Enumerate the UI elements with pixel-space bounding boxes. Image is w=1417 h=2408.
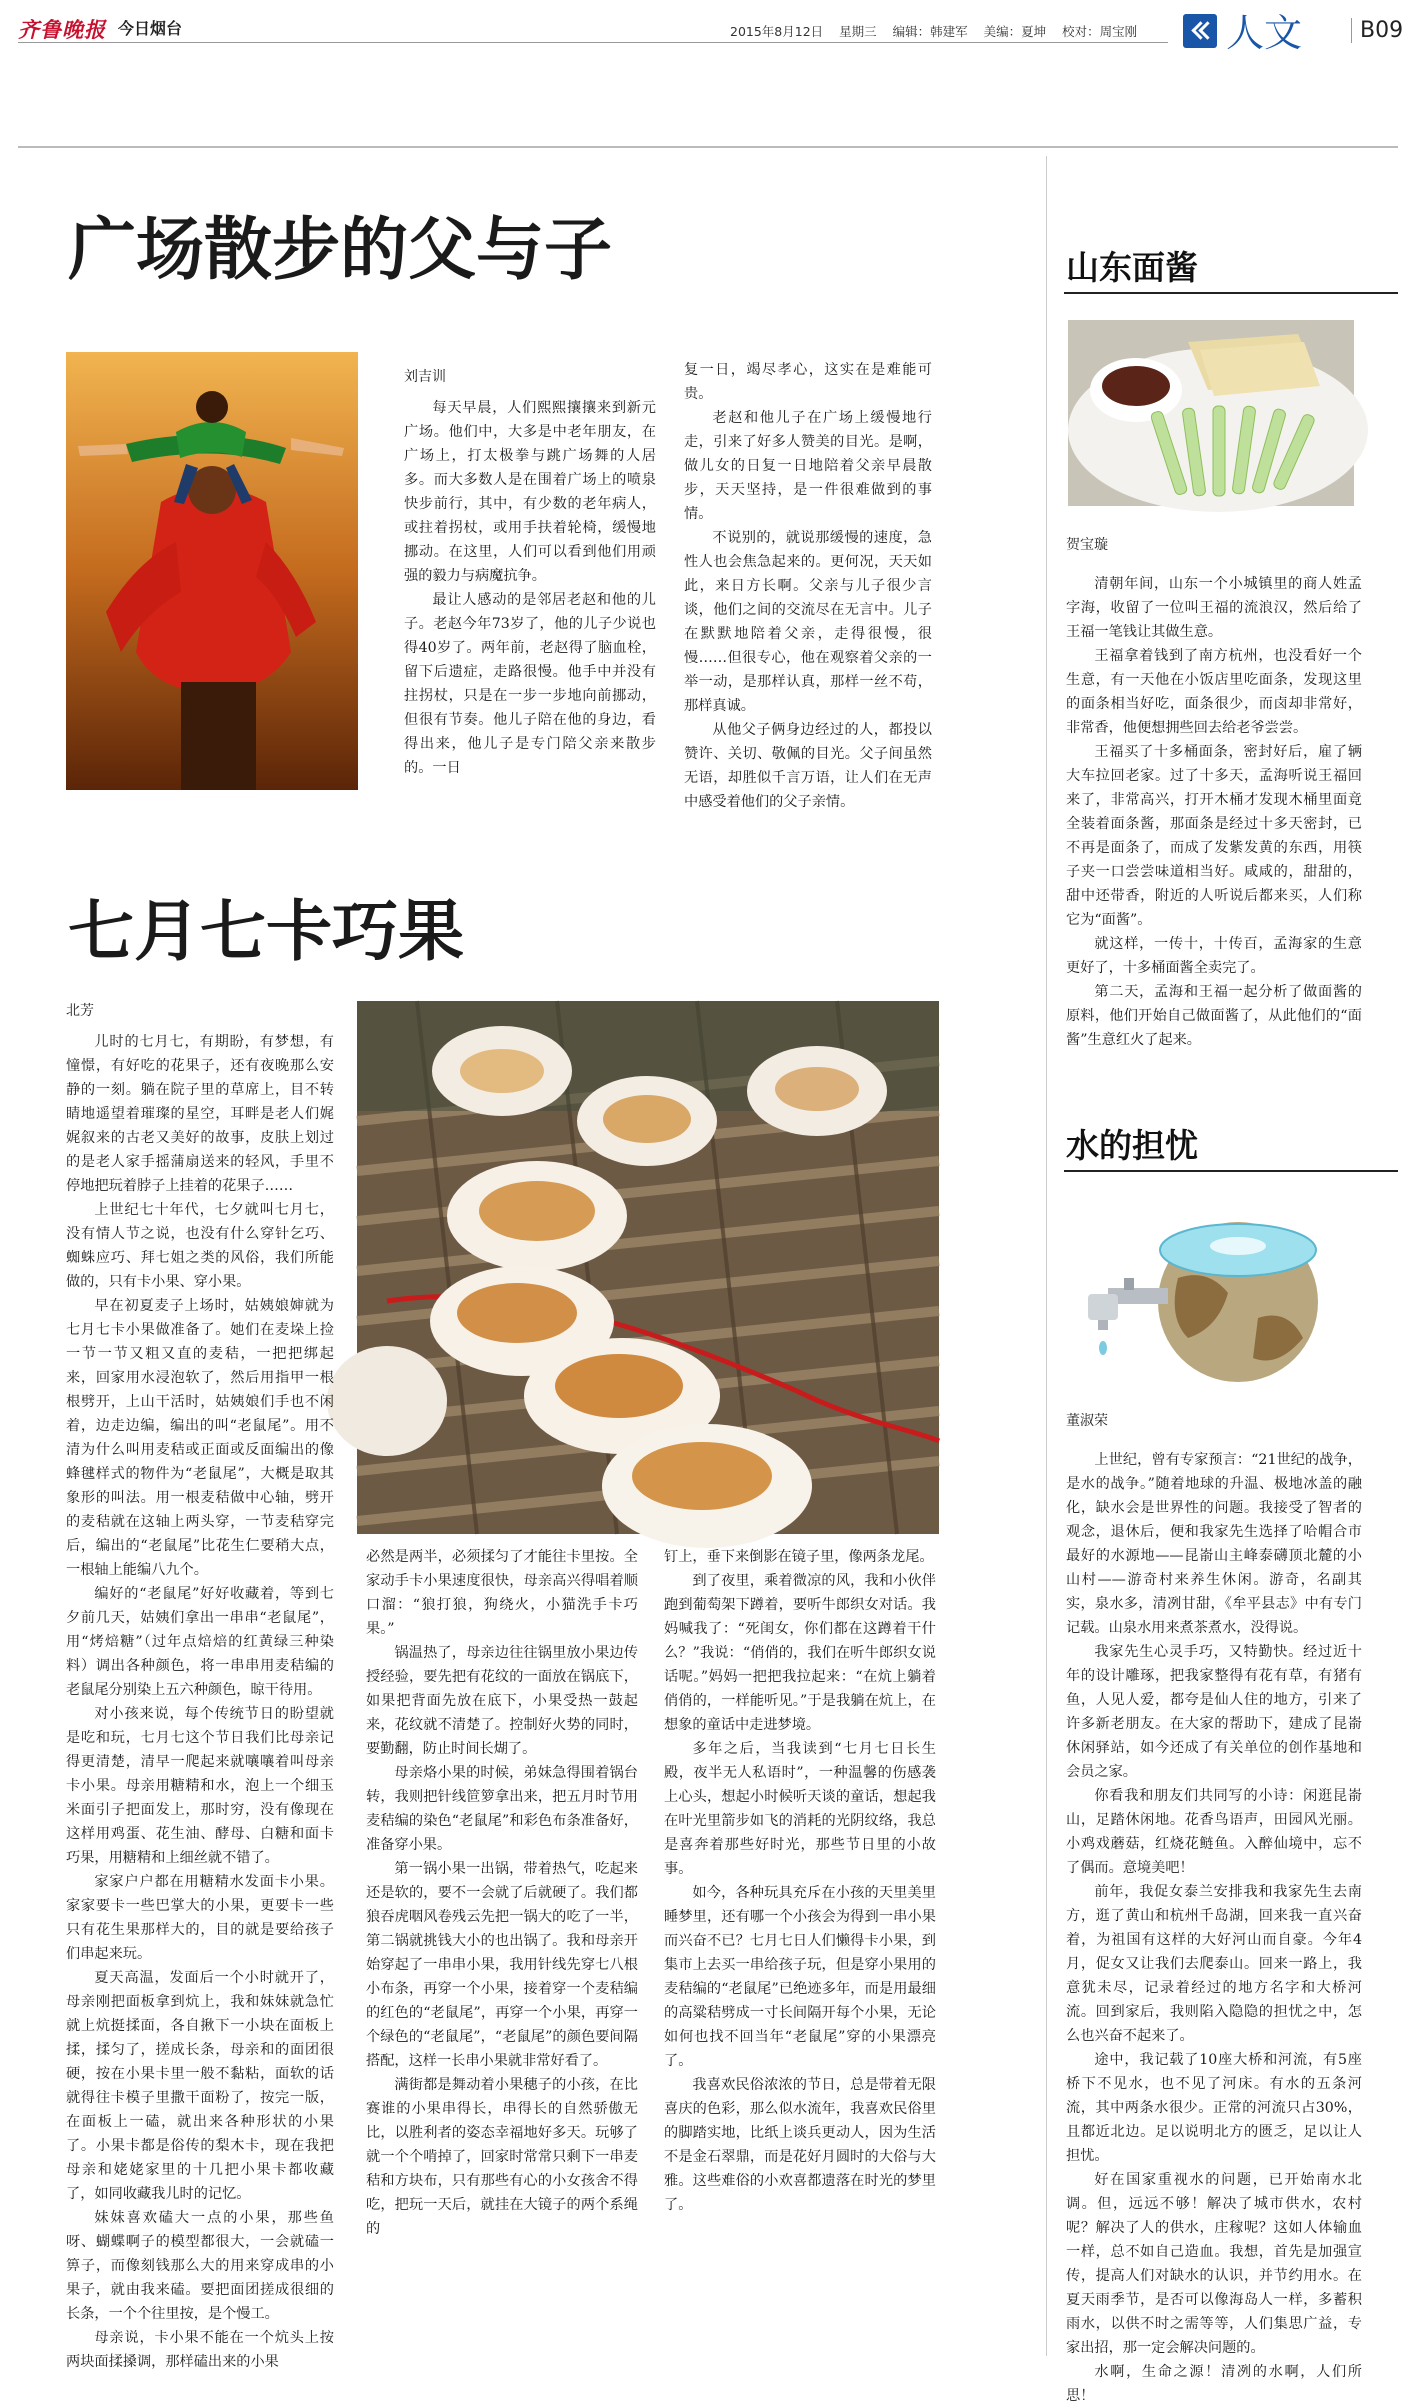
masthead-info <box>730 22 1149 40</box>
issue-date: 2015年8月12日 <box>730 24 824 39</box>
sidebar1-title-rule <box>1064 292 1398 294</box>
paragraph: 夏天高温，发面后一个小时就开了，母亲刚把面板拿到炕上，我和妹妹就急忙就上炕挺揉面，各自揪下一小块在面板上揉，揉匀了，搓成长条，母亲和的面团很硬，按在小果卡里一般不黏粘，面软的话就得往卡模子里撒干面粉了，按完一版，在面板上一磕，就出来各种形状的小果了。小果卡都是俗传的梨木卡，现在我把母亲和姥姥家里的十几把小果卡都收藏了，如同收藏我儿时的记忆。 <box>66 1970 334 2202</box>
paragraph: 就这样，一传十，十传百，孟海家的生意更好了，十多桶面酱全卖完了。 <box>1066 936 1362 976</box>
paragraph: 早在初夏麦子上场时，姑姨娘婶就为七月七卡小果做准备了。她们在麦垛上捡一节一节又粗又直的麦秸，一把把绑起来，回家用水浸泡软了，然后用指甲一根根劈开，上山干活时，姑姨娘们手也不闲着，边走边编，编出的叫“老鼠尾”。用不清为什么叫用麦秸或正面或反面编出的像蜂毽样式的物件为“老鼠尾”，大概是取其象形的叫法。用一根麦秸做中心轴，劈开的麦秸就在这轴上两头穿，一节麦秸穿完后，编出的“老鼠尾”比花生仁要稍大点，一根轴上能编八九个。 <box>66 1298 334 1578</box>
paragraph: 满街都是舞动着小果穗子的小孩，在比赛谁的小果串得长，串得长的自然骄傲无比，以胜利者的姿态幸福地好多天。玩够了就一个个啃掉了，回家时常常只剩下一串麦秸和方块布，只有那些有心的小女孩舍不得吃，把玩一天后，就挂在大镜子的两个系绳的 <box>366 2077 638 2237</box>
paragraph: 每天早晨，人们熙熙攘攘来到新元广场。他们中，大多是中老年朋友，在广场上，打太极拳与跳广场舞的人居多。而大多数人是在围着广场上的喷泉快步前行，其中，有少数的老年病人，或拄着拐杖，或用手扶着轮椅，缓慢地挪动。在这里，人们可以看到他们用顽强的毅力与病魔抗争。 <box>404 400 656 584</box>
paragraph: 王福买了十多桶面条，密封好后，雇了辆大车拉回老家。过了十多天，孟海听说王福回来了，非常高兴，打开木桶才发现木桶里面竟全装着面条酱，那面条是经过十多天密封，已不再是面条了，而成了发紫发黄的东西，用筷子夹一口尝尝味道相当好。咸咸的，甜甜的，甜中还带香，附近的人听说后都来买，人们称它为“面酱”。 <box>1066 744 1362 928</box>
paragraph: 我家先生心灵手巧，又特勤快。经过近十年的设计雕琢，把我家整得有花有草，有猪有鱼，人见人爱，都夸是仙人住的地方，引来了许多新老朋友。在大家的帮助下，建成了昆嵛休闲驿站，如今还成了有关单位的创作基地和会员之家。 <box>1066 1644 1362 1780</box>
editor-credit: 编辑：韩建军 <box>892 24 968 39</box>
paragraph: 编好的“老鼠尾”好好收藏着，等到七夕前几天，姑姨们拿出一串串“老鼠尾”，用“烤焙糖”（过年点焙焙的红黄绿三种染料）调出各种颜色，将一串串用麦秸编的老鼠尾分别染上五六种颜色，晾干待用。 <box>66 1586 334 1698</box>
chevron-left-icon <box>1183 14 1217 48</box>
paragraph: 第一锅小果一出锅，带着热气，吃起来还是软的，要不一会就了后就硬了。我们都狼吞虎咽风卷残云先把一锅大的吃了一半，第二锅就挑钱大小的也出锅了。我和母亲开始穿起了一串串小果，我用针线先穿七八根小布条，再穿一个小果，接着穿一个麦秸编的红色的“老鼠尾”，再穿一个小果，再穿一个绿色的“老鼠尾”，“老鼠尾”的颜色要间隔搭配，这样一长串小果就非常好看了。 <box>366 1861 638 2069</box>
paragraph: 好在国家重视水的问题，已开始南水北调。但，远远不够！解决了城市供水，农村呢？解决了人的供水，庄稼呢？这如人体输血一样，总不如自己造血。我想，首先是加强宣传，提高人们对缺水的认识，并节约用水。在夏天雨季节，是否可以像海岛人一样，多蓄积雨水，以供不时之需等等，人们集思广益，专家出招，那一定会解决问题的。 <box>1066 2172 1362 2356</box>
article2-title: 七月七卡巧果 <box>68 893 464 970</box>
sidebar2-body <box>1066 1448 1362 2404</box>
sidebar2-title: 水的担忧 <box>1066 1126 1198 1165</box>
article2-column-3 <box>664 1545 936 2365</box>
noodle-sauce-photo <box>1068 320 1354 506</box>
paragraph: 最让人感动的是邻居老赵和他的儿子。老赵今年73岁了，他的儿子少说也得40岁了。两年前，老赵得了脑血栓，留下后遗症，走路很慢。他手中并没有拄拐杖，只是在一步一步地向前挪动，但很有节奏。他儿子陪在他的身边，看得出来，他儿子是专门陪父亲来散步的。一日 <box>404 592 656 776</box>
paragraph: 王福拿着钱到了南方杭州，也没看好一个生意，有一天他在小饭店里吃面条，发现这里的面条相当好吃，面条很少，而卤却非常好，非常香，他便想拥些回去给老爷尝尝。 <box>1066 648 1362 736</box>
paragraph: 从他父子俩身边经过的人，都投以赞许、关切、敬佩的目光。父子间虽然无语，却胜似千言万语，让人们在无声中感受着他们的父子亲情。 <box>684 722 932 810</box>
section-name: 今日烟台 <box>118 19 183 38</box>
paragraph: 钉上，垂下来倒影在镜子里，像两条龙尾。 <box>664 1549 934 1565</box>
proofreader-credit: 校对：周宝刚 <box>1062 24 1138 39</box>
paragraph: 儿时的七月七，有期盼，有梦想，有憧憬，有好吃的花果子，还有夜晚那么安静的一刻。躺在院子里的草席上，目不转睛地遥望着璀璨的星空，耳畔是老人们娓娓叙来的古老又美好的故事，皮肤上划过的是老人家手摇蒲扇送来的轻风，手里不停地把玩着脖子上挂着的花果子…… <box>66 1034 334 1194</box>
top-divider <box>18 146 1398 148</box>
paragraph: 老赵和他儿子在广场上缓慢地行走，引来了好多人赞美的目光。是啊，做儿女的日复一日地陪着父亲早晨散步，天天坚持，是一件很难做到的事情。 <box>684 410 932 522</box>
paragraph: 复一日，竭尽孝心，这实在是难能可贵。 <box>684 362 932 402</box>
sidebar2-author: 董淑荣 <box>1066 1413 1108 1429</box>
sidebar-divider <box>1046 156 1047 2356</box>
paragraph: 多年之后，当我读到“七月七日长生殿，夜半无人私语时”，一种温馨的伤感袭上心头，想起小时候听天谈的童话，想起我在叶光里箭步如飞的消耗的光阴纹络，我总是喜奔着那些好时光，那些节日里的小故事。 <box>664 1741 936 1877</box>
paragraph: 第二天，孟海和王福一起分析了做面酱的原料，他们开始自己做面酱了，从此他们的“面酱”生意红火了起来。 <box>1066 984 1362 1048</box>
article1-column-1 <box>404 396 656 816</box>
article2-column-1 <box>66 1030 334 2370</box>
article1-title: 广场散步的父与子 <box>68 211 613 290</box>
sidebar1-body <box>1066 572 1362 1048</box>
paragraph: 我喜欢民俗浓浓的节日，总是带着无限喜庆的色彩，那么似水流年，我喜欢民俗里的脚踏实地，比纸上谈兵更动人，因为生活不是金石翠鼎，而是花好月圆时的大俗与大雅。这些难俗的小欢喜都遗落在时光的梦里了。 <box>664 2077 936 2213</box>
paragraph: 锅温热了，母亲边往往锅里放小果边传授经验，要先把有花纹的一面放在锅底下，如果把背面先放在底下，小果受热一鼓起来，花纹就不清楚了。控制好火势的同时，要勤翻，防止时间长煳了。 <box>366 1645 638 1757</box>
paragraph: 必然是两半，必须揉匀了才能往卡里按。全家动手卡小果速度很快，母亲高兴得唱着顺口溜：“狼打狼，狗绕火，小猫洗手卡巧果。” <box>366 1549 638 1637</box>
paragraph: 家家户户都在用糖精水发面卡小果。家家要卡一些巴掌大的小果，更要卡一些只有花生果那样大的，目的就是要给孩子们串起来玩。 <box>66 1874 334 1962</box>
channel-name: 人文 <box>1226 11 1303 55</box>
art-editor-credit: 美编：夏坤 <box>983 24 1047 39</box>
paragraph: 不说别的，就说那缓慢的速度，急性人也会焦急起来的。更何况，天天如此，来日方长啊。父亲与儿子很少言谈，他们之间的交流尽在无言中。儿子在默默地陪着父亲，走得很慢，很慢……但很专心，他在观察着父亲的一举一动，是那样认真，那样一丝不苟，那样真诚。 <box>684 530 932 714</box>
paragraph: 上世纪，曾有专家预言：“21世纪的战争，是水的战争。”随着地球的升温、极地冰盖的融化，缺水会是世界性的问题。我接受了智者的观念，退休后，便和我家先生选择了哈帽合市最好的水源地——昆嵛山主峰泰礴顶北麓的小山村——游奇村来养生休闲。游奇，名副其实，泉水多，清冽甘甜，《牟平县志》中有专门记载。山泉水用来煮茶煮水，没得说。 <box>1066 1452 1362 1636</box>
paragraph: 清朝年间，山东一个小城镇里的商人姓孟字海，收留了一位叫王福的流浪汉，然后给了王福一笔钱让其做生意。 <box>1066 576 1362 640</box>
paragraph: 如今，各种玩具充斥在小孩的天里美里睡梦里，还有哪一个小孩会为得到一串小果而兴奋不已？七月七日人们懒得卡小果，到集市上去买一串给孩子玩，但是穿小果用的麦秸编的“老鼠尾”已绝迹多年，而是用最细的高粱秸劈成一寸长间隔开每个小果，无论如何也找不回当年“老鼠尾”穿的小果漂亮了。 <box>664 1885 936 2069</box>
paragraph: 母亲烙小果的时候，弟妹急得围着锅台转，我则把针线笸箩拿出来，把五月时节用麦秸编的染色“老鼠尾”和彩色布条准备好，准备穿小果。 <box>366 1765 638 1853</box>
sidebar1-title: 山东面酱 <box>1066 248 1198 287</box>
qiaoguo-photo <box>357 1001 939 1534</box>
father-son-illustration <box>66 352 358 790</box>
paragraph: 前年，我促女泰兰安排我和我家先生去南方，逛了黄山和杭州千岛湖，回来我一直兴奋着，为祖国有这样的大好河山而自豪。今年4月，促女又让我们去爬泰山。回来一路上，我意犹未尽，记录着经过的地方名字和大桥河流。回到家后，我则陷入隐隐的担忧之中，怎么也兴奋不起来了。 <box>1066 1884 1362 2044</box>
page-number: B09 <box>1351 18 1403 43</box>
sidebar2-title-rule <box>1064 1170 1398 1172</box>
paragraph: 妹妹喜欢磕大一点的小果，那些鱼呀、蝴蝶啊子的模型都很大，一会就磕一箅子，而像刻钱那么大的用来穿成串的小果子，就由我来磕。要把面团搓成很细的长条，一个个往里按，是个慢工。 <box>66 2210 334 2322</box>
article1-column-2 <box>684 358 932 818</box>
water-globe-illustration <box>1068 1198 1352 1384</box>
header-rule <box>18 42 1168 43</box>
issue-weekday: 星期三 <box>839 24 877 39</box>
paragraph: 途中，我记载了10座大桥和河流，有5座桥下不见水，也不见了河床。有水的五条河流，其中两条水很少。正常的河流只占30%，且都近北边。足以说明北方的匮乏，足以让人担忧。 <box>1066 2052 1362 2164</box>
newspaper-logo: 齐鲁晚报 <box>18 17 106 42</box>
paragraph: 水啊，生命之源！清冽的水啊，人们所思！ <box>1066 2364 1362 2404</box>
paragraph: 上世纪七十年代，七夕就叫七月七，没有情人节之说，也没有什么穿针乞巧、蜘蛛应巧、拜七姐之类的风俗，我们所能做的，只有卡小果、穿小果。 <box>66 1202 334 1290</box>
paragraph: 你看我和朋友们共同写的小诗：闲逛昆嵛山，足踏休闲地。花香鸟语声，田园风光丽。小鸡戏蘑菇，红烧花鲢鱼。入醉仙境中，忘不了偶而。意境美吧！ <box>1066 1788 1362 1876</box>
paragraph: 到了夜里，乘着微凉的风，我和小伙伴跑到葡萄架下蹲着，要听牛郎织女对话。我妈喊我了：“死闺女，你们都在这蹲着干什么？”我说：“俏俏的，我们在听牛郎织女说话呢。”妈妈一把把我拉起来：“在炕上躺着俏俏的，一样能听见。”于是我躺在炕上，在想象的童话中走进梦境。 <box>664 1573 936 1733</box>
paragraph: 对小孩来说，每个传统节日的盼望就是吃和玩，七月七这个节日我们比母亲记得更清楚，清早一爬起来就嚷嚷着叫母亲卡小果。母亲用糖精和水，泡上一个细玉米面引子把面发上，那时穷，没有像现在这样用鸡蛋、花生油、酵母、白糖和面卡巧果，用糖精和上细丝就不错了。 <box>66 1706 334 1866</box>
paragraph: 母亲说，卡小果不能在一个炕头上按两块面揉搡调，那样磕出来的小果 <box>66 2330 334 2370</box>
article1-author: 刘吉训 <box>404 369 446 385</box>
sidebar1-author: 贺宝璇 <box>1066 537 1108 553</box>
article2-column-2 <box>366 1545 638 2365</box>
article2-author: 北芳 <box>66 1003 94 1019</box>
